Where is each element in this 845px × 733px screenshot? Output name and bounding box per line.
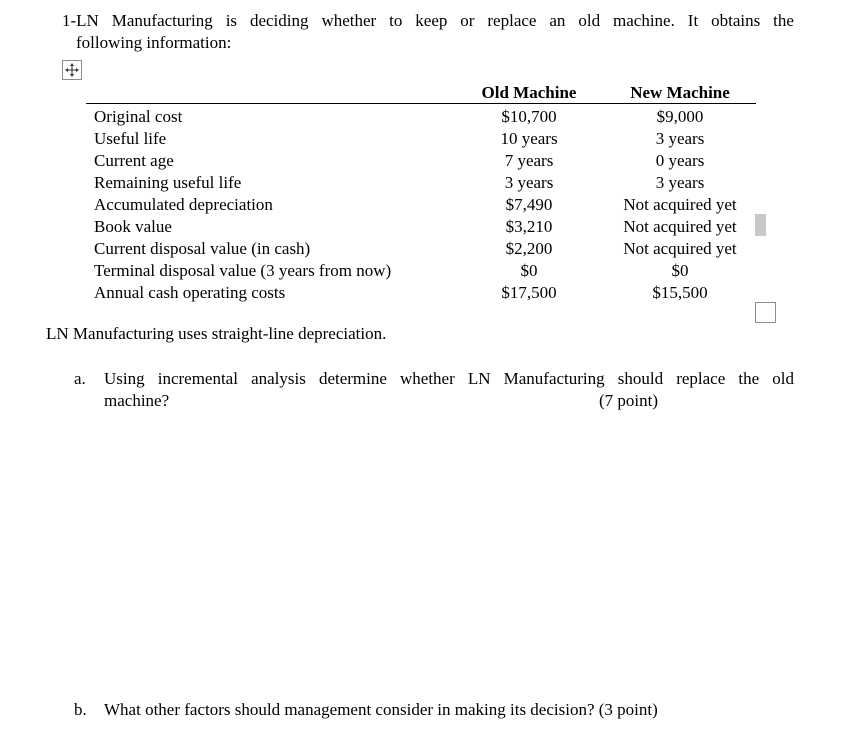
table-row — [86, 216, 756, 238]
table-row — [86, 282, 756, 304]
new-machine-value: $9,000 — [656, 107, 704, 126]
intro-word: is — [225, 11, 238, 30]
new-machine-value: Not acquired yet — [623, 217, 737, 236]
column-header-new-machine: New Machine — [630, 83, 730, 102]
question-a-word: should — [617, 369, 664, 388]
intro-word: Manufacturing — [111, 11, 213, 30]
question-b-text: What other factors should management consider in making its decision? (3 point) — [104, 700, 658, 719]
row-label: Original cost — [94, 107, 183, 126]
table-resize-box[interactable] — [755, 302, 776, 323]
table-row — [86, 260, 756, 282]
old-machine-value: $10,700 — [501, 107, 557, 126]
question-a-word: LN — [467, 369, 491, 388]
new-machine-value: Not acquired yet — [623, 195, 737, 214]
question-a-word: Manufacturing — [503, 369, 605, 388]
table-row — [86, 238, 756, 260]
question-a-word: incremental — [157, 369, 238, 388]
row-label: Book value — [94, 217, 172, 236]
intro-word: keep — [415, 11, 448, 30]
question-a-points: (7 point) — [599, 391, 659, 410]
new-machine-value: 0 years — [655, 151, 705, 170]
row-end-marker — [755, 214, 766, 236]
old-machine-value: $7,490 — [505, 195, 553, 214]
machine-comparison-table — [86, 106, 756, 304]
header-rule — [86, 103, 756, 104]
old-machine-value: 3 years — [504, 173, 554, 192]
question-a-word: determine — [318, 369, 387, 388]
question-a-word: replace — [676, 369, 726, 388]
intro-line-2: following information: — [76, 33, 232, 52]
question-a-word: the — [738, 369, 760, 388]
question-a-word: whether — [400, 369, 455, 388]
intro-word: to — [389, 11, 403, 30]
old-machine-value: $0 — [520, 261, 538, 280]
row-label: Current disposal value (in cash) — [94, 239, 311, 258]
intro-word: 1-LN — [62, 11, 99, 30]
question-a-line-1 — [104, 369, 794, 389]
intro-word: obtains — [711, 11, 761, 30]
new-machine-value: $15,500 — [652, 283, 708, 302]
row-label: Remaining useful life — [94, 173, 242, 192]
row-label: Accumulated depreciation — [94, 195, 273, 214]
table-row — [86, 128, 756, 150]
question-b-letter: b. — [74, 700, 87, 719]
question-a-word: Using — [104, 369, 145, 388]
new-machine-value: 3 years — [655, 129, 705, 148]
intro-word: It — [687, 11, 699, 30]
old-machine-value: $2,200 — [505, 239, 553, 258]
table-row — [86, 194, 756, 216]
move-arrows-icon — [64, 62, 80, 78]
old-machine-value: 7 years — [504, 151, 554, 170]
question-a-letter: a. — [74, 369, 86, 388]
question-a-word: old — [772, 369, 794, 388]
table-move-handle[interactable] — [62, 60, 82, 80]
row-label: Annual cash operating costs — [94, 283, 286, 302]
row-label: Terminal disposal value (3 years from now) — [94, 261, 392, 280]
table-row — [86, 150, 756, 172]
intro-word: machine. — [613, 11, 675, 30]
intro-word: replace — [487, 11, 537, 30]
row-label: Current age — [94, 151, 174, 170]
intro-line-1 — [62, 11, 794, 31]
intro-word: the — [773, 11, 794, 30]
intro-word: deciding — [249, 11, 309, 30]
column-header-old-machine: Old Machine — [481, 83, 577, 102]
old-machine-value: 10 years — [500, 129, 558, 148]
intro-word: or — [460, 11, 475, 30]
new-machine-value: Not acquired yet — [623, 239, 737, 258]
intro-word: old — [578, 11, 601, 30]
table-row — [86, 106, 756, 128]
question-a-line-2: machine? — [104, 391, 170, 410]
row-label: Useful life — [94, 129, 167, 148]
old-machine-value: $17,500 — [501, 283, 557, 302]
method-note: LN Manufacturing uses straight-line depreciation. — [46, 324, 387, 343]
question-a-word: analysis — [251, 369, 306, 388]
intro-word: an — [549, 11, 566, 30]
intro-word: whether — [321, 11, 377, 30]
new-machine-value: $0 — [671, 261, 689, 280]
new-machine-value: 3 years — [655, 173, 705, 192]
old-machine-value: $3,210 — [505, 217, 553, 236]
table-row — [86, 172, 756, 194]
